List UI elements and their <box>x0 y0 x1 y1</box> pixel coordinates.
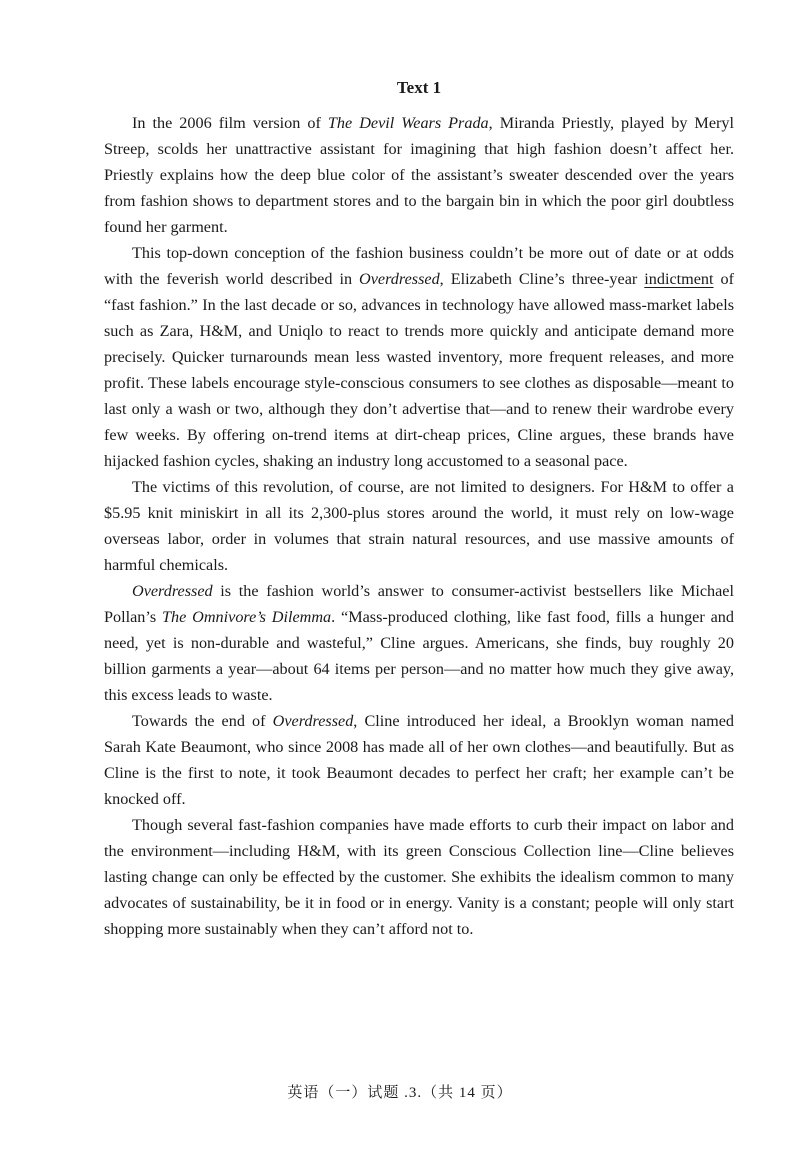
underlined-word: indictment <box>644 270 714 288</box>
italic-title-text: The Devil Wears Prada <box>327 114 489 132</box>
paragraph <box>104 240 734 474</box>
passage-title: Text 1 <box>396 78 442 97</box>
paragraph-text: This top-down conception of the fashion business couldn’t be more out of date or at odds with the feverish world described in <box>104 244 734 288</box>
paragraph-text: , Elizabeth Cline’s three-year <box>439 270 645 288</box>
paragraph-text: . “Mass-produced clothing, like fast food, fills a hunger and need, yet is non-durable and wasteful,” Cline argues. Americans, she finds, buy roughly 20 billion garments a year—about 64 items per person—and no matter how much they give away, this excess leads to waste. <box>104 608 734 704</box>
passage-body <box>104 110 734 942</box>
paragraph-text: In the 2006 film version of <box>132 114 328 132</box>
page-footer: 英语（一）试题 .3.（共 14 页） <box>287 1085 513 1101</box>
paragraph-text: , Miranda Priestly, played by Meryl Streep, scolds her unattractive assistant for imagining that high fashion doesn’t affect her. Priestly explains how the deep blue color of the assistant’s sweater descended over the years from fashion shows to department stores and to the bargain bin in which the poor girl doubtless found her garment. <box>104 114 734 236</box>
italic-title-text: Overdressed <box>132 582 213 600</box>
paragraph-text: The victims of this revolution, of course, are not limited to designers. For H&M to offer a $5.95 knit miniskirt in all its 2,300-plus stores around the world, it must rely on low-wage overseas labor, order in volumes that strain natural resources, and use massive amounts of harmful chemicals. <box>104 478 734 574</box>
italic-title-text: Overdressed <box>359 270 440 288</box>
paragraph <box>104 474 734 578</box>
paragraph <box>104 708 734 812</box>
paragraph <box>104 812 734 942</box>
italic-title-text: The Omnivore’s Dilemma <box>162 608 332 626</box>
paragraph-text: Though several fast-fashion companies have made efforts to curb their impact on labor and the environment—including H&M, with its green Conscious Collection line—Cline believes lasting change can only be effected by the customer. She exhibits the idealism common to many advocates of sustainability, be it in food or in energy. Vanity is a constant; people will only start shopping more sustainably when they can’t afford not to. <box>104 816 734 938</box>
paragraph-text: is the fashion world’s answer to consumer-activist bestsellers like Michael Pollan’s <box>104 582 734 626</box>
paragraph <box>104 110 734 240</box>
paragraph-text: Towards the end of <box>132 712 273 730</box>
passage-page <box>104 76 734 942</box>
paragraph-text: of “fast fashion.” In the last decade or so, advances in technology have allowed mass-market labels such as Zara, H&M, and Uniqlo to react to trends more quickly and anticipate demand more precisely. Quicker turnarounds mean less wasted inventory, more frequent releases, and more profit. These labels encourage style-conscious consumers to see clothes as disposable—meant to last only a wash or two, although they don’t advertise that—and to renew their wardrobe every few weeks. By offering on-trend items at dirt-cheap prices, Cline argues, these brands have hijacked fashion cycles, shaking an industry long accustomed to a seasonal pace. <box>104 270 734 470</box>
italic-title-text: Overdressed <box>272 712 354 730</box>
paragraph <box>104 578 734 708</box>
paragraph-text: , Cline introduced her ideal, a Brooklyn woman named Sarah Kate Beaumont, who since 2008 has made all of her own clothes—and beautifully. But as Cline is the first to note, it took Beaumont decades to perfect her craft; her example can’t be knocked off. <box>104 712 734 808</box>
